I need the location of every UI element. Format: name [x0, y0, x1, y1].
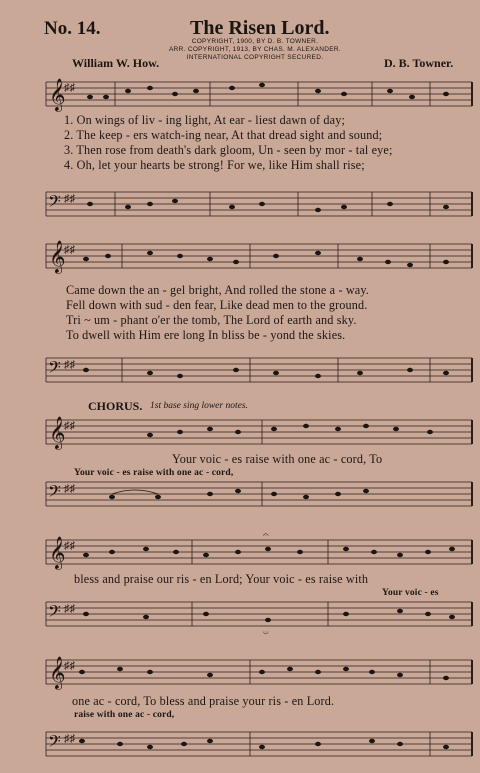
copyright-line-3: INTERNATIONAL COPYRIGHT SECURED. [186, 54, 324, 61]
svg-text:♯♯: ♯♯ [64, 483, 75, 495]
chorus-line-1-lower: Your voic - es raise with one ac - cord, [74, 468, 234, 478]
hymn-title: The Risen Lord. [190, 17, 330, 39]
staff-chorus1-upper [0, 414, 480, 454]
svg-text:♯♯: ♯♯ [64, 540, 75, 552]
staff-chorus1-lower [0, 476, 480, 516]
svg-text:♯♯: ♯♯ [64, 660, 75, 672]
svg-text:♯♯: ♯♯ [64, 733, 75, 745]
verse-1-line-1: 1. On wings of liv - ing light, At ear - liest dawn of day; [64, 113, 345, 127]
svg-text:♯♯: ♯♯ [64, 244, 75, 256]
verse-2-line-1: 2. The keep - ers watch-ing near, At that dread sight and sound; [64, 128, 383, 142]
chorus-line-1-upper: Your voic - es raise with one ac - cord, To [172, 452, 383, 466]
chorus-line-2-lower: Your voic - es [382, 588, 439, 598]
staff-chorus2-upper [0, 528, 480, 574]
svg-text:𝄢: 𝄢 [48, 733, 61, 755]
copyright-line-2: ARR. COPYRIGHT, 1913, BY CHAS. M. ALEXANDER. [168, 46, 342, 53]
verse-4-line-2: To dwell with Him ere long In bliss be - yond the skies. [66, 328, 346, 342]
svg-text:𝄞: 𝄞 [49, 80, 66, 111]
hymn-number: No. 14. [44, 18, 101, 39]
svg-text:♯♯: ♯♯ [64, 82, 75, 94]
svg-text:𝄢: 𝄢 [48, 483, 61, 505]
chorus-label: CHORUS. [88, 399, 143, 413]
chorus-instruction: 1st base sing lower notes. [150, 401, 248, 411]
verse-1-line-2: Came down the an - gel bright, And rolled the stone a - way. [66, 283, 370, 297]
chorus-line-3-upper: one ac - cord, To bless and praise your ris - en Lord. [72, 694, 335, 708]
chorus-line-3-lower: raise with one ac - cord, [74, 710, 175, 720]
author: William W. How. [72, 56, 160, 70]
svg-text:♯♯: ♯♯ [64, 359, 75, 371]
staff-chorus2-lower [0, 596, 480, 642]
svg-text:𝄢: 𝄢 [48, 193, 61, 215]
svg-text:𝄑: 𝄑 [263, 628, 269, 639]
verse-3-line-2: Tri ~ um - phant o'er the tomb, The Lord of earth and sky. [66, 313, 357, 327]
svg-text:𝄞: 𝄞 [49, 538, 66, 569]
svg-text:𝄐: 𝄐 [263, 530, 269, 541]
staff-system2-bass [0, 346, 480, 396]
staff-chorus3-lower [0, 720, 480, 766]
svg-text:♯♯: ♯♯ [64, 603, 75, 615]
svg-text:𝄢: 𝄢 [48, 603, 61, 625]
svg-text:𝄞: 𝄞 [49, 658, 66, 689]
staff-chorus3-upper [0, 648, 480, 694]
staff-system2-treble [0, 232, 480, 282]
svg-text:𝄞: 𝄞 [49, 242, 66, 273]
verse-2-line-2: Fell down with sud - den fear, Like dead men to the ground. [66, 298, 368, 312]
chorus-line-2-upper: bless and praise our ris - en Lord; Your voic - es raise with [74, 572, 369, 586]
svg-text:𝄞: 𝄞 [49, 418, 66, 449]
svg-text:𝄢: 𝄢 [48, 359, 61, 381]
verse-3-line-1: 3. Then rose from death's dark gloom, Un - seen by mor - tal eye; [64, 143, 393, 157]
copyright-line-1: COPYRIGHT, 1900, BY D. B. TOWNER. [191, 38, 319, 45]
svg-text:♯♯: ♯♯ [64, 420, 75, 432]
staff-system1-bass [0, 180, 480, 230]
verse-4-line-1: 4. Oh, let your hearts be strong! For we, like Him shall rise; [64, 158, 365, 172]
composer: D. B. Towner. [384, 56, 454, 70]
svg-text:♯♯: ♯♯ [64, 193, 75, 205]
